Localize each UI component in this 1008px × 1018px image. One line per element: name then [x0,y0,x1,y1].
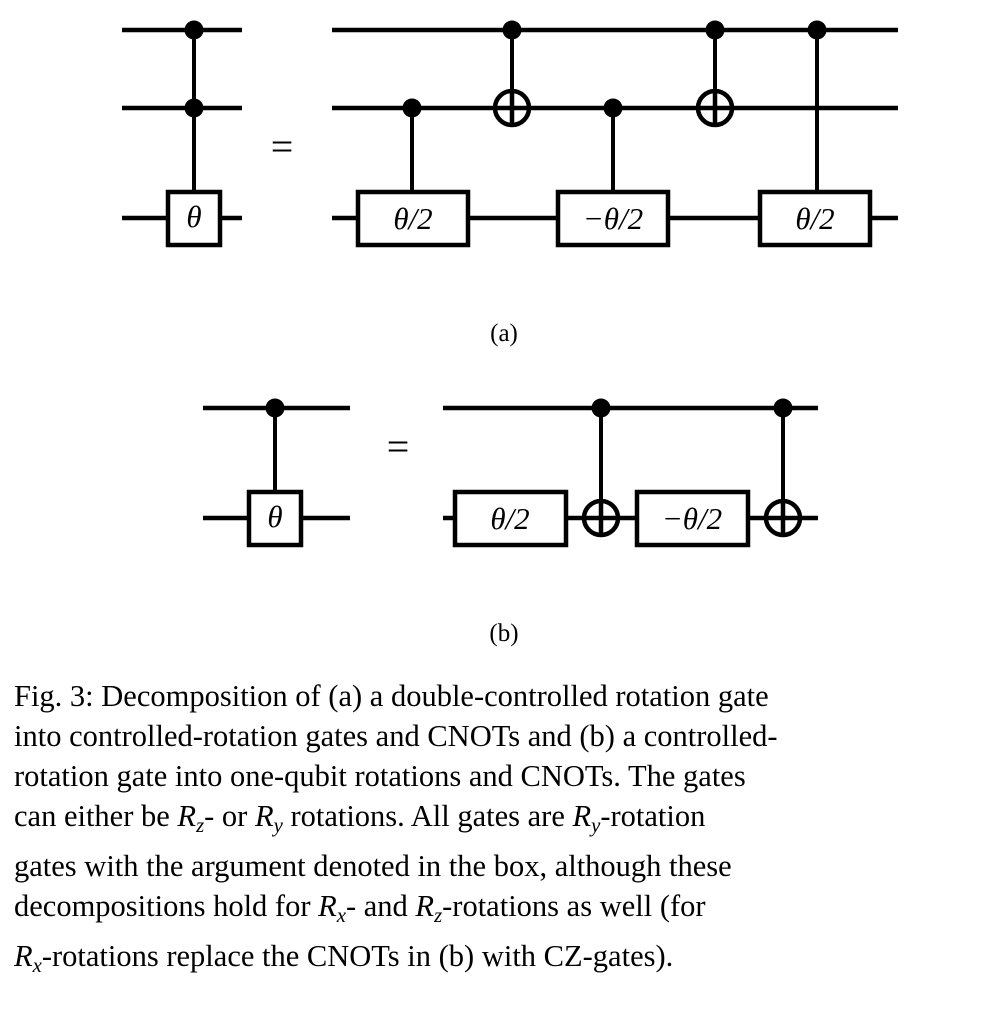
control-dot-a-right-q0-x2 [706,21,725,40]
gate-label-b-left-theta: θ [267,499,283,534]
control-dot-a-left-q1 [185,99,204,118]
gate-label-a-left-theta: θ [186,199,202,234]
panel-a-label: (a) [490,320,518,347]
control-dot-b-left-q0 [266,399,285,418]
equals-sign-b: = [386,424,410,469]
equals-sign-a: = [270,124,294,169]
caption-line-6: decompositions hold for $R_x-$ and $R_z$-rotations as well (for [14,888,706,927]
caption-line-1: Fig. 3: Decomposition of (a) a double-controlled rotation gate [14,679,769,713]
caption-line-4: can either be $R_z-$ or $R_y$ rotations. All gates are $R_y$-rotation [14,799,706,837]
gate-label-b-right-2: −θ/2 [661,501,723,536]
control-dot-a-right-q0-x1 [503,21,522,40]
panel-b-circuit-diagram [0,390,1008,590]
gate-label-a-right-3: θ/2 [795,201,835,236]
caption-line-7: $R_x$-rotations replace the CNOTs in (b) with CZ-gates). [14,938,674,977]
caption-line-3: rotation gate into one-qubit rotations and CNOTs. The gates [14,759,746,793]
panel-a-circuit-diagram [0,0,1008,300]
control-dot-a-right-q1-c1 [403,99,422,118]
gate-label-b-right-1: θ/2 [490,501,530,536]
caption-line-5: gates with the argument denoted in the box, although these [14,848,732,883]
gate-label-a-right-2: −θ/2 [582,201,644,236]
caption-line-2: into controlled-rotation gates and CNOTs and (b) a controlled- [14,719,778,753]
figure-caption [14,676,994,985]
control-dot-b-right-q0-x1 [592,399,611,418]
control-dot-b-right-q0-x2 [774,399,793,418]
control-dot-a-right-q0-c3 [808,21,827,40]
panel-b-label: (b) [489,620,519,647]
gate-label-a-right-1: θ/2 [393,201,433,236]
control-dot-a-left-q0 [185,21,204,40]
control-dot-a-right-q1-c2 [604,99,623,118]
